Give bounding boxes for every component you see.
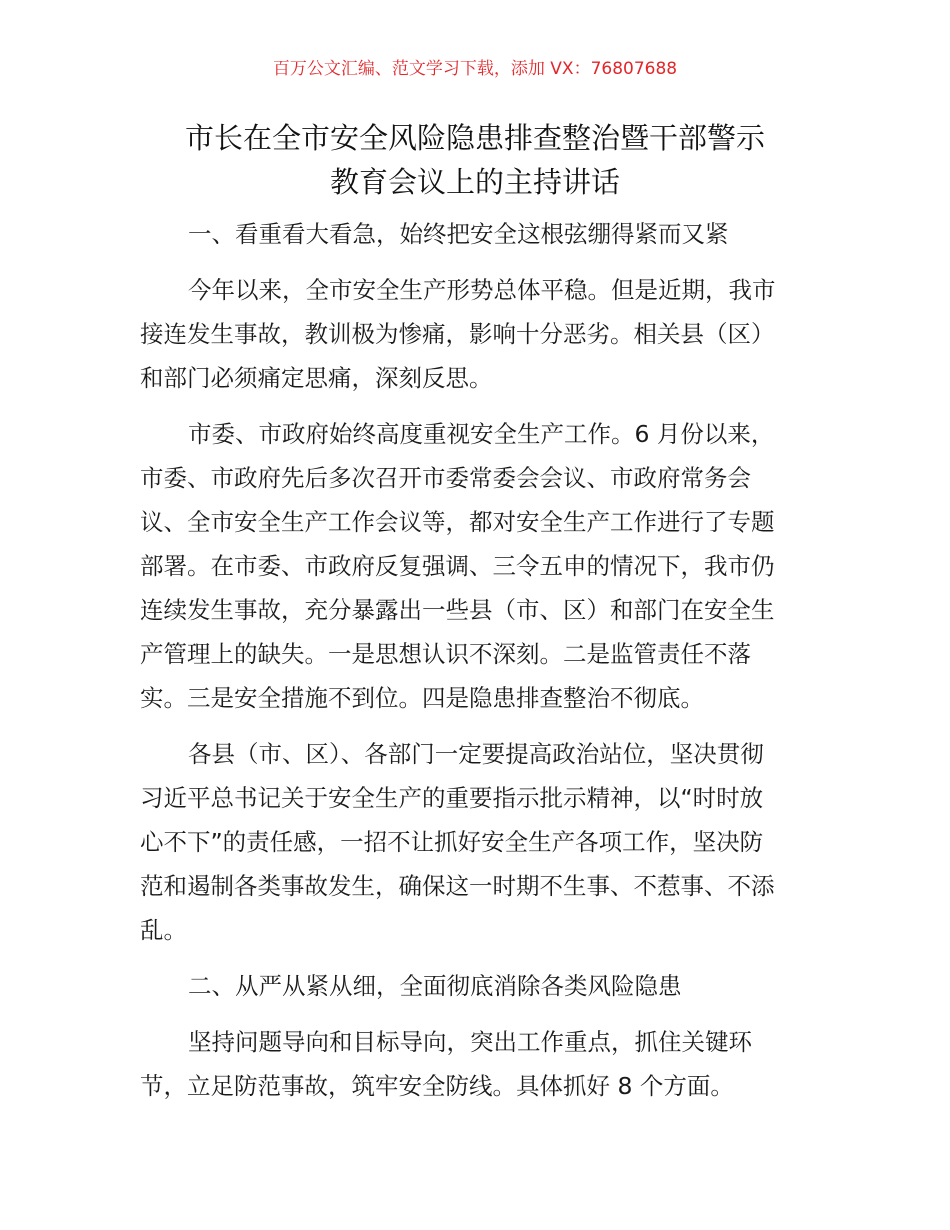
text-line: 各县（市、区）、各部门一定要提高政治站位，坚决贯彻 bbox=[188, 740, 764, 768]
text-line: 习近平总书记关于安全生产的重要指示批示精神，以“时时放 bbox=[140, 784, 764, 812]
text-line: 心不下”的责任感，一招不让抓好安全生产各项工作，坚决防 bbox=[140, 828, 764, 856]
paragraph bbox=[140, 1020, 812, 1108]
text-line: 节，立足防范事故，筑牢安全防线。具体抓好 8 个方面。 bbox=[140, 1072, 734, 1100]
text-line: 实。三是安全措施不到位。四是隐患排查整治不彻底。 bbox=[140, 684, 704, 712]
text-line: 二、从严从紧从细，全面彻底消除各类风险隐患 bbox=[188, 972, 682, 1000]
paragraph bbox=[140, 412, 812, 720]
text-line: 和部门必须痛定思痛，深刻反思。 bbox=[140, 364, 493, 392]
section-heading bbox=[140, 212, 812, 256]
text-line: 议、全市安全生产工作会议等，都对安全生产工作进行了专题 bbox=[140, 508, 775, 536]
paragraph bbox=[140, 268, 812, 400]
text-line: 坚持问题导向和目标导向，突出工作重点，抓住关键环 bbox=[188, 1028, 752, 1056]
title-line: 市长在全市安全风险隐患排查整治暨干部警示 bbox=[184, 121, 765, 155]
text-line: 乱。 bbox=[140, 916, 187, 944]
watermark-banner: 百万公文汇编、范文学习下载，添加 VX：76807688 bbox=[272, 59, 678, 79]
document-body bbox=[140, 212, 812, 1120]
text-line: 市委、市政府始终高度重视安全生产工作。6 月份以来， bbox=[188, 420, 775, 448]
section-heading bbox=[140, 964, 812, 1008]
text-line: 今年以来，全市安全生产形势总体平稳。但是近期，我市 bbox=[188, 276, 776, 304]
text-line: 市委、市政府先后多次召开市委常委会会议、市政府常务会 bbox=[140, 464, 751, 492]
text-line: 连续发生事故，充分暴露出一些县（市、区）和部门在安全生 bbox=[140, 596, 775, 624]
document-title bbox=[140, 116, 810, 204]
text-line: 范和遏制各类事故发生，确保这一时期不生事、不惹事、不添 bbox=[140, 872, 775, 900]
text-line: 接连发生事故，教训极为惨痛，影响十分恶劣。相关县（区） bbox=[140, 320, 775, 348]
text-line: 产管理上的缺失。一是思想认识不深刻。二是监管责任不落 bbox=[140, 640, 751, 668]
paragraph bbox=[140, 732, 812, 952]
text-line: 部署。在市委、市政府反复强调、三令五申的情况下，我市仍 bbox=[140, 552, 775, 580]
title-line: 教育会议上的主持讲话 bbox=[329, 165, 620, 199]
text-line: 一、看重看大看急，始终把安全这根弦绷得紧而又紧 bbox=[188, 220, 729, 248]
